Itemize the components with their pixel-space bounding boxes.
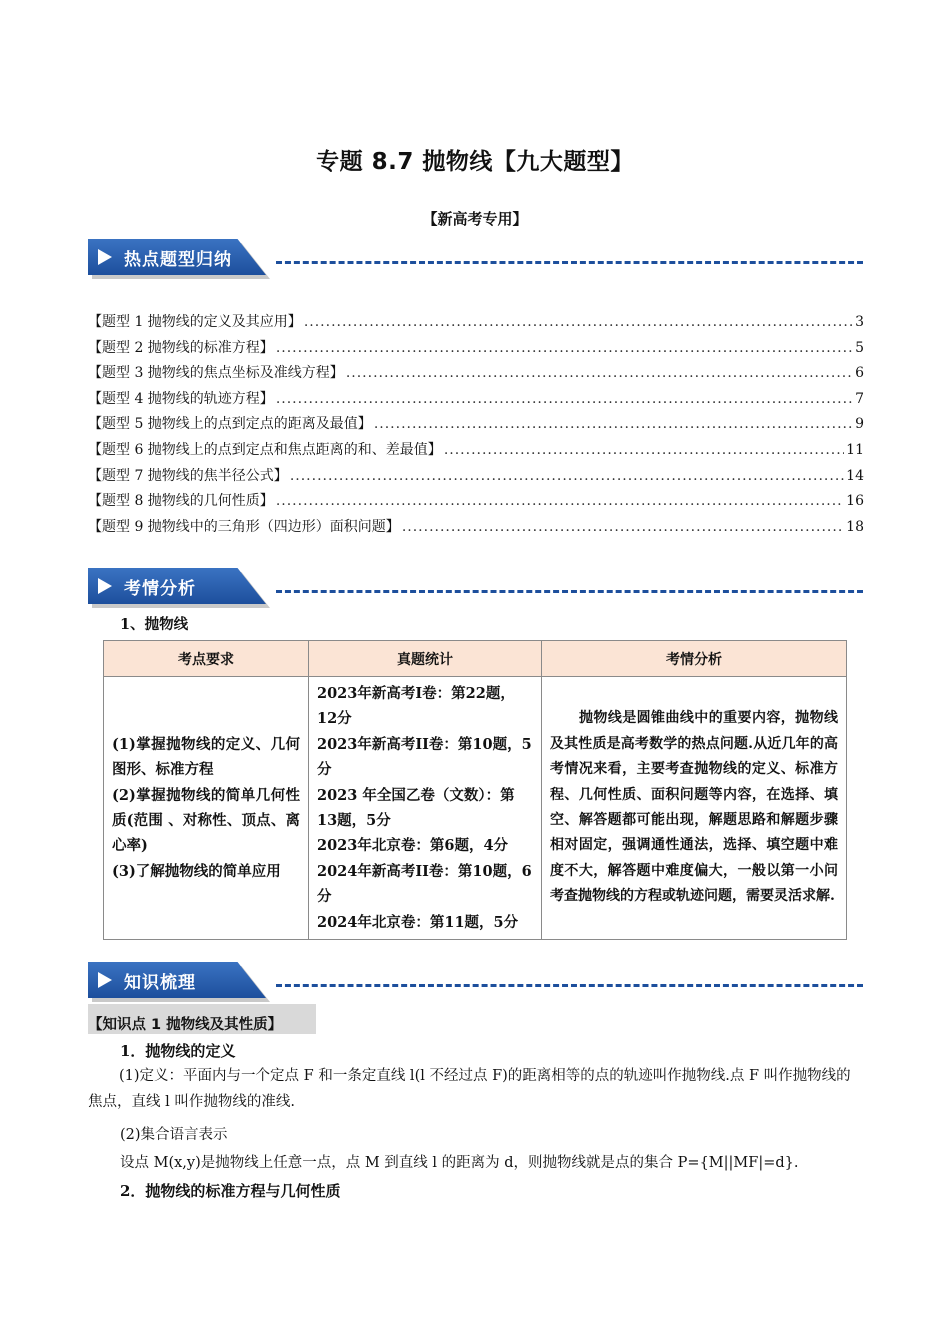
stat-item: 2023年北京卷：第6题，4分 — [317, 837, 509, 855]
toc-entry-label: 【题型 3 抛物线的焦点坐标及准线方程】 — [88, 365, 344, 382]
stat-item: 2023年新高考II卷：第10题，5分 — [317, 735, 532, 779]
toc-entry-label: 【题型 2 抛物线的标准方程】 — [88, 339, 274, 356]
toc-leader-dots — [304, 314, 853, 330]
stat-item: 2023年新高考I卷：第22题，12分 — [317, 685, 515, 728]
stat-item: 2023 年全国乙卷（文数）：第13题，5分 — [317, 786, 515, 830]
stat-item: 2024年北京卷：第11题，5分 — [317, 913, 519, 931]
toc-entry-label: 【题型 8 抛物线的几何性质】 — [88, 493, 274, 510]
play-arrow-icon — [98, 249, 112, 265]
toc-entry[interactable] — [88, 413, 864, 439]
toc-entry[interactable] — [88, 388, 864, 414]
toc-leader-dots — [374, 416, 853, 432]
toc-leader-dots — [276, 340, 853, 356]
toc-entry[interactable] — [88, 311, 864, 337]
toc-entry[interactable] — [88, 439, 864, 465]
set-heading: (2)集合语言表示 — [120, 1127, 228, 1143]
toc-page-number: 6 — [855, 365, 864, 382]
section-heading: 1、抛物线 — [120, 616, 189, 633]
toc-page-number: 3 — [855, 314, 864, 330]
requirement-item: (1)掌握抛物线的定义、几何图形、标准方程 — [112, 735, 300, 779]
table-header: 考点要求 — [104, 641, 309, 677]
toc-leader-dots — [402, 519, 844, 535]
requirement-item: (2)掌握抛物线的简单几何性质(范围 、对称性、顶点、离心率) — [112, 786, 300, 855]
play-arrow-icon — [98, 972, 112, 988]
table-of-contents — [88, 311, 864, 541]
dashed-divider — [276, 261, 863, 264]
page-title: 专题 8.7 抛物线【九大题型】 — [316, 149, 634, 175]
toc-entry-label: 【题型 6 抛物线上的点到定点和焦点距离的和、差最值】 — [88, 441, 442, 458]
standard-equation-heading: 2．抛物线的标准方程与几何性质 — [120, 1182, 341, 1200]
banner-knowledge — [88, 962, 863, 998]
analysis-text: 抛物线是圆锥曲线中的重要内容，抛物线及其性质是高考数学的热点问题.从近几年的高考情况来看，主要考查抛物线的定义、标准方程、几何性质、面积问题等内容，在选择、填空、解答题都可能出现，解题思路和解题步骤相对固定，强调通性通法，选择、填空题中难度不大，解答题中难度偏大，一般以第一小问考查抛物线的方程或轨迹问题，需要灵活求解. — [550, 710, 838, 905]
toc-leader-dots — [290, 468, 844, 484]
stats-cell — [309, 677, 542, 940]
play-arrow-icon — [98, 578, 112, 594]
toc-entry-label: 【题型 5 抛物线上的点到定点的距离及最值】 — [88, 416, 372, 433]
dashed-divider — [276, 590, 863, 593]
banner-hot-topics — [88, 239, 863, 275]
exam-analysis-table — [103, 640, 847, 940]
toc-entry-label: 【题型 9 抛物线中的三角形（四边形）面积问题】 — [88, 518, 400, 535]
toc-entry[interactable] — [88, 516, 864, 542]
banner-title: 考情分析 — [124, 579, 196, 599]
toc-entry[interactable] — [88, 490, 864, 516]
toc-entry-label: 【题型 7 抛物线的焦半径公式】 — [88, 467, 288, 484]
requirements-cell — [104, 677, 309, 940]
toc-entry-label: 【题型 4 抛物线的轨迹方程】 — [88, 390, 274, 407]
table-header: 真题统计 — [309, 641, 542, 677]
table-header: 考情分析 — [542, 641, 847, 677]
toc-leader-dots — [444, 442, 844, 458]
banner-title: 热点题型归纳 — [124, 250, 232, 270]
toc-leader-dots — [276, 391, 853, 407]
analysis-cell — [542, 677, 847, 940]
toc-entry[interactable] — [88, 337, 864, 363]
toc-page-number: 9 — [855, 416, 864, 433]
toc-page-number: 16 — [846, 493, 864, 510]
toc-page-number: 14 — [846, 467, 864, 484]
dashed-divider — [276, 984, 863, 987]
knowledge-point-title: 【知识点 1 抛物线及其性质】 — [88, 1017, 283, 1033]
page-subtitle: 【新高考专用】 — [422, 210, 528, 228]
set-text: 设点 M(x,y)是抛物线上任意一点，点 M 到直线 l 的距离为 d，则抛物线就是点的集合 P={M||MF|=d}. — [120, 1155, 799, 1171]
toc-entry[interactable] — [88, 362, 864, 388]
banner-title: 知识梳理 — [124, 973, 196, 993]
toc-entry[interactable] — [88, 465, 864, 491]
toc-leader-dots — [276, 493, 844, 509]
toc-page-number: 7 — [855, 390, 864, 407]
definition-heading: 1．抛物线的定义 — [120, 1042, 236, 1060]
toc-page-number: 11 — [846, 441, 864, 458]
toc-entry-label: 【题型 1 抛物线的定义及其应用】 — [88, 314, 302, 330]
stat-item: 2024年新高考II卷：第10题，6分 — [317, 862, 532, 906]
toc-page-number: 5 — [855, 339, 864, 356]
toc-page-number: 18 — [846, 518, 864, 535]
requirement-item: (3)了解抛物线的简单应用 — [112, 862, 281, 880]
definition-text: (1)定义：平面内与一个定点 F 和一条定直线 l(l 不经过点 F)的距离相等的点的轨迹叫作抛物线.点 F 叫作抛物线的焦点，直线 l 叫作抛物线的准线. — [88, 1068, 851, 1110]
toc-leader-dots — [346, 365, 853, 381]
banner-exam-analysis — [88, 568, 863, 604]
